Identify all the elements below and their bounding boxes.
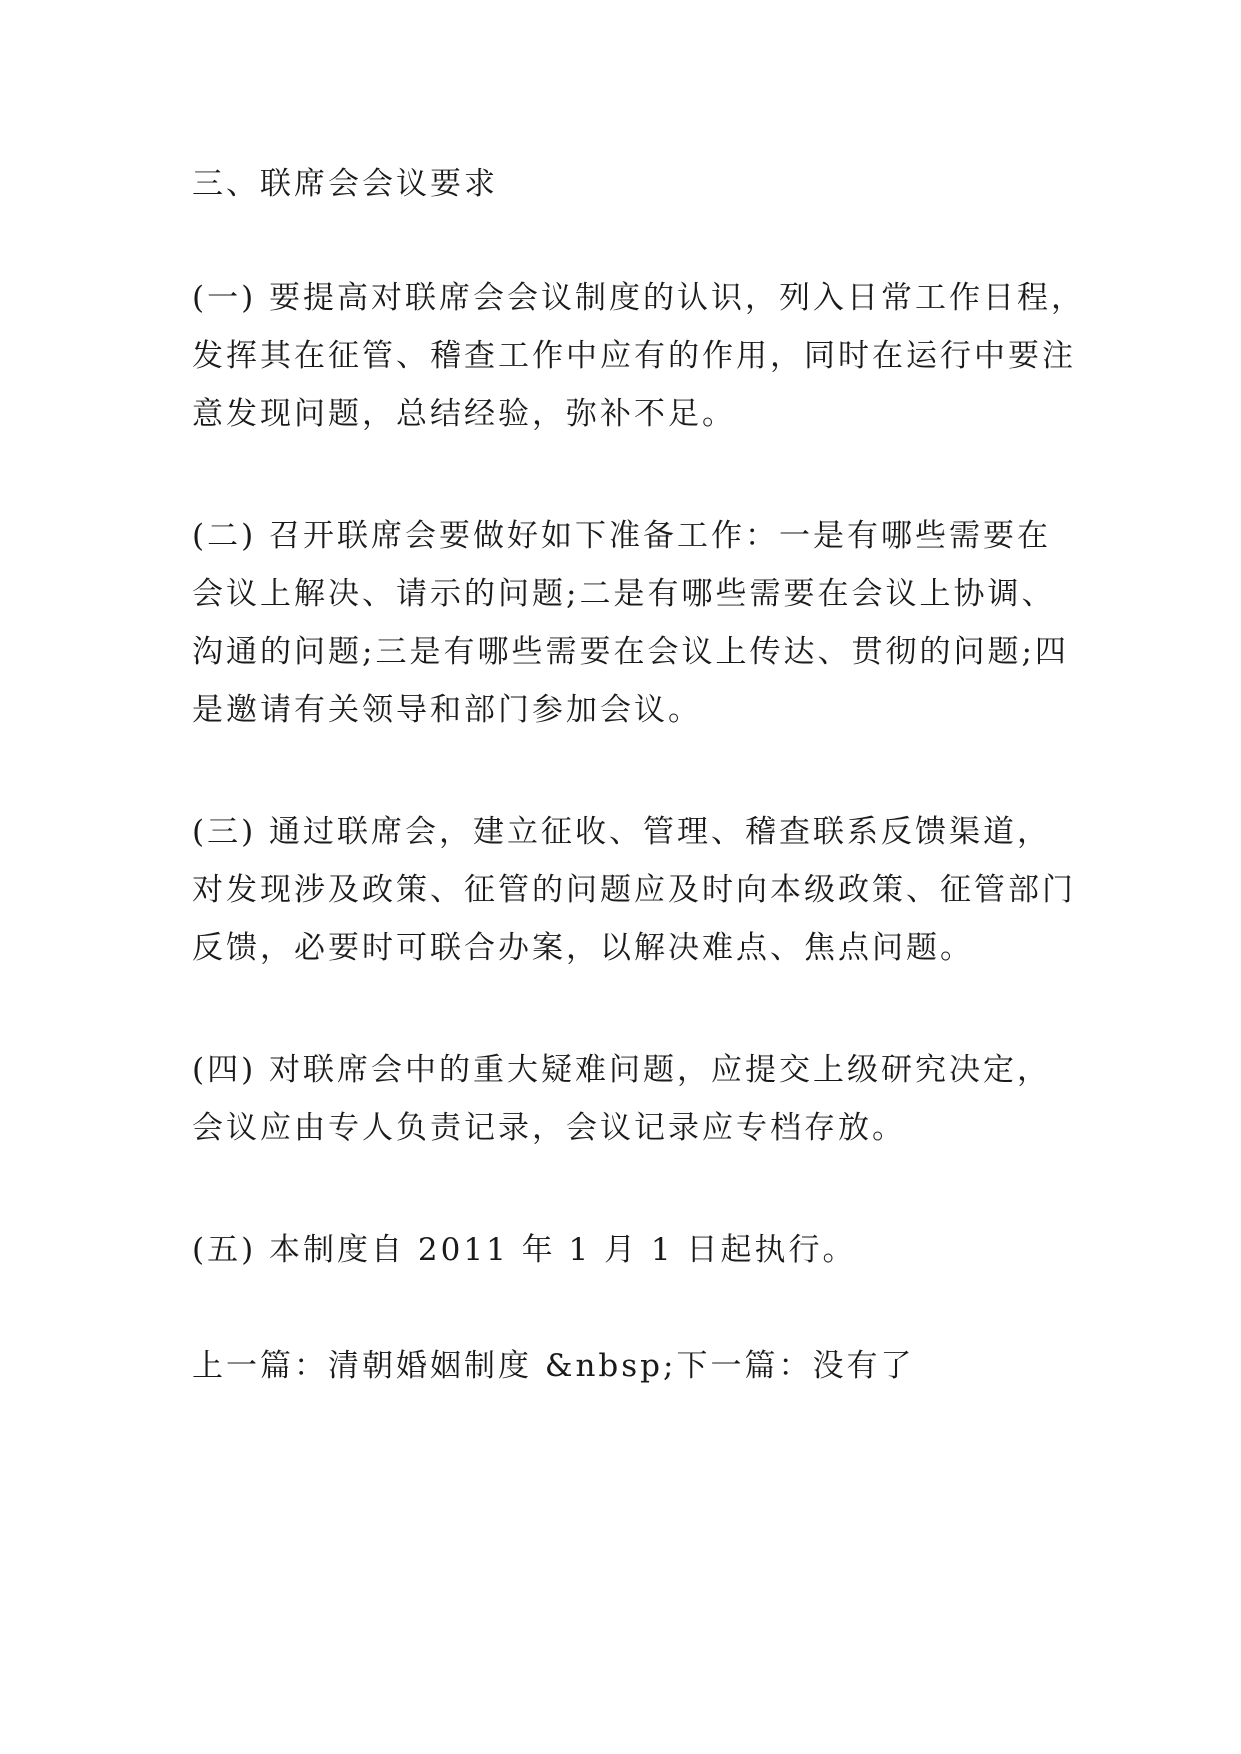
paragraph-3 <box>192 803 1092 977</box>
paragraph-4 <box>192 1041 1092 1157</box>
prev-article-link[interactable]: 清朝婚姻制度 <box>328 1348 532 1384</box>
paragraph-line: 沟通的问题;三是有哪些需要在会议上传达、贯彻的问题;四 <box>192 634 1069 670</box>
paragraph-2 <box>192 507 1092 739</box>
paragraph-line: 是邀请有关领导和部门参加会议。 <box>192 692 702 728</box>
prev-label: 上一篇： <box>192 1348 328 1384</box>
paragraph-line: (一) 要提高对联席会会议制度的认识，列入日常工作日程， <box>192 280 1086 316</box>
article-navigation <box>192 1337 1092 1395</box>
paragraph-line: (四) 对联席会中的重大疑难问题，应提交上级研究决定， <box>192 1052 1052 1088</box>
paragraph-line: (三) 通过联席会，建立征收、管理、稽查联系反馈渠道， <box>192 814 1052 850</box>
section-heading <box>192 155 1092 213</box>
nav-separator: &nbsp; <box>532 1348 677 1384</box>
paragraph-line: (五) 本制度自 2011 年 1 月 1 日起执行。 <box>192 1232 857 1268</box>
nav-line <box>192 1337 1092 1395</box>
paragraph-line: 发挥其在征管、稽查工作中应有的作用，同时在运行中要注 <box>192 338 1076 374</box>
heading-text: 三、联席会会议要求 <box>192 166 498 202</box>
paragraph-line: 会议应由专人负责记录，会议记录应专档存放。 <box>192 1110 906 1146</box>
paragraph-line: 对发现涉及政策、征管的问题应及时向本级政策、征管部门 <box>192 872 1076 908</box>
paragraph-line: 反馈，必要时可联合办案，以解决难点、焦点问题。 <box>192 930 974 966</box>
paragraph-1 <box>192 269 1092 443</box>
paragraph-line: 会议上解决、请示的问题;二是有哪些需要在会议上协调、 <box>192 576 1056 612</box>
paragraph-5 <box>192 1221 1092 1279</box>
next-article-text: 没有了 <box>812 1348 915 1384</box>
paragraph-line: 意发现问题，总结经验，弥补不足。 <box>192 396 736 432</box>
next-label: 下一篇： <box>676 1348 813 1384</box>
paragraph-line: (二) 召开联席会要做好如下准备工作：一是有哪些需要在 <box>192 518 1052 554</box>
